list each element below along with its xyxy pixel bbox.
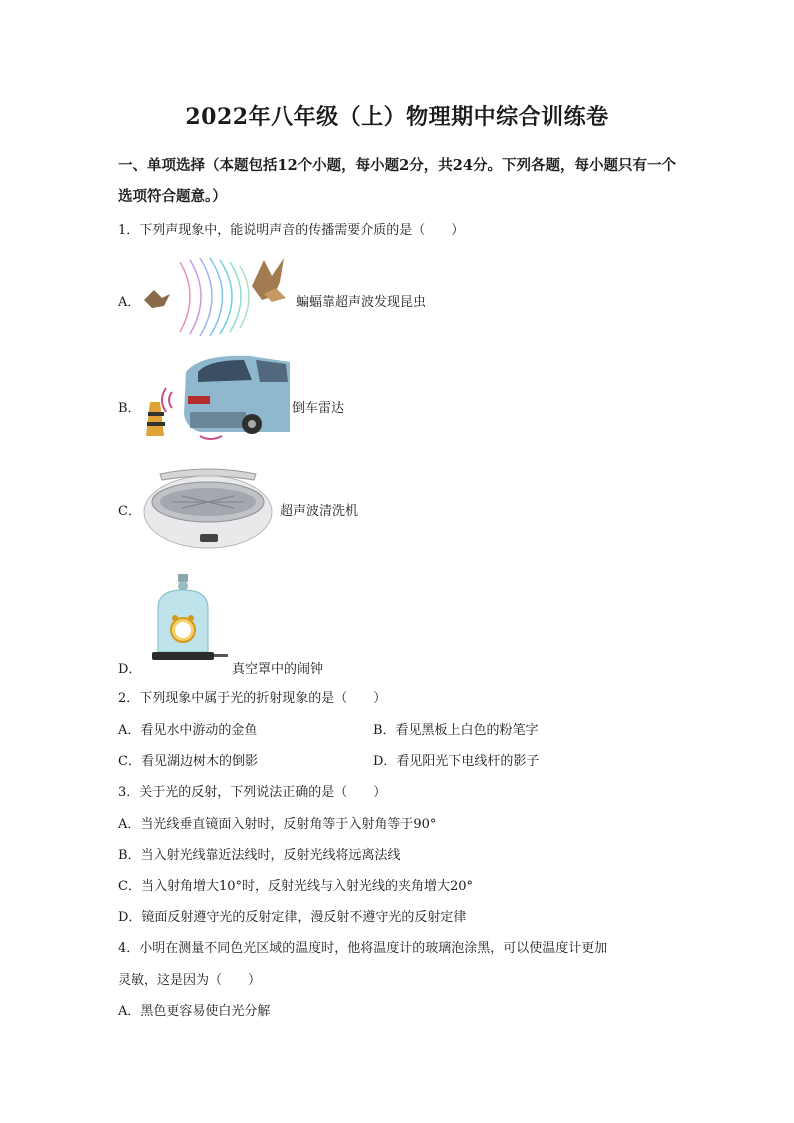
q2-option-c: C．看见湖边树木的倒影 [118,754,258,769]
exam-title: 2022年八年级（上）物理期中综合训练卷 [185,104,609,130]
question-4-stem-line1: 4．小明在测量不同色光区域的温度时，他将温度计的玻璃泡涂黑，可以使温度计更加 [118,941,608,956]
q3-option-c: C．当入射角增大10°时，反射光线与入射光线的夹角增大20° [118,879,474,894]
q1-option-d-letter: D． [118,662,142,677]
bell-jar-alarm-clock-image [150,574,230,666]
q1-option-d-caption: 真空罩中的闹钟 [232,662,324,677]
q3-option-d: D．镜面反射遵守光的反射定律，漫反射不遵守光的反射定律 [118,910,467,925]
question-3-stem: 3．关于光的反射，下列说法正确的是（ ） [118,785,387,800]
question-2-stem: 2．下列现象中属于光的折射现象的是（ ） [118,691,387,706]
section-heading-single-choice: 一、单项选择（本题包括12个小题，每小题2分，共24分。下列各题，每小题只有一个选项符合题意。） [118,157,676,205]
question-1-stem: 1．下列声现象中，能说明声音的传播需要介质的是（ ） [118,223,465,238]
q1-option-b-caption: 倒车雷达 [292,401,345,416]
car-reversing-radar-image [140,352,292,444]
q3-option-a: A．当光线垂直镜面入射时，反射角等于入射角等于90° [118,817,437,832]
q2-option-b: B．看见黑板上白色的粉笔字 [373,723,539,738]
q1-option-a-letter: A． [118,295,141,310]
q1-option-a-caption: 蝙蝠靠超声波发现昆虫 [296,295,427,310]
q1-option-c-caption: 超声波清洗机 [280,504,359,519]
q2-option-d: D．看见阳光下电线杆的影子 [373,754,540,769]
q2-option-a: A．看见水中游动的金鱼 [118,723,258,738]
bat-ultrasound-image [140,252,292,340]
q4-option-a: A．黑色更容易使白光分解 [118,1004,271,1019]
question-4-stem-line2: 灵敏，这是因为（ ） [118,973,262,988]
q1-option-b-letter: B． [118,401,141,416]
q3-option-b: B．当入射光线靠近法线时，反射光线将远离法线 [118,848,401,863]
q1-option-c-letter: C． [118,504,141,519]
ultrasonic-cleaner-image [142,468,274,552]
